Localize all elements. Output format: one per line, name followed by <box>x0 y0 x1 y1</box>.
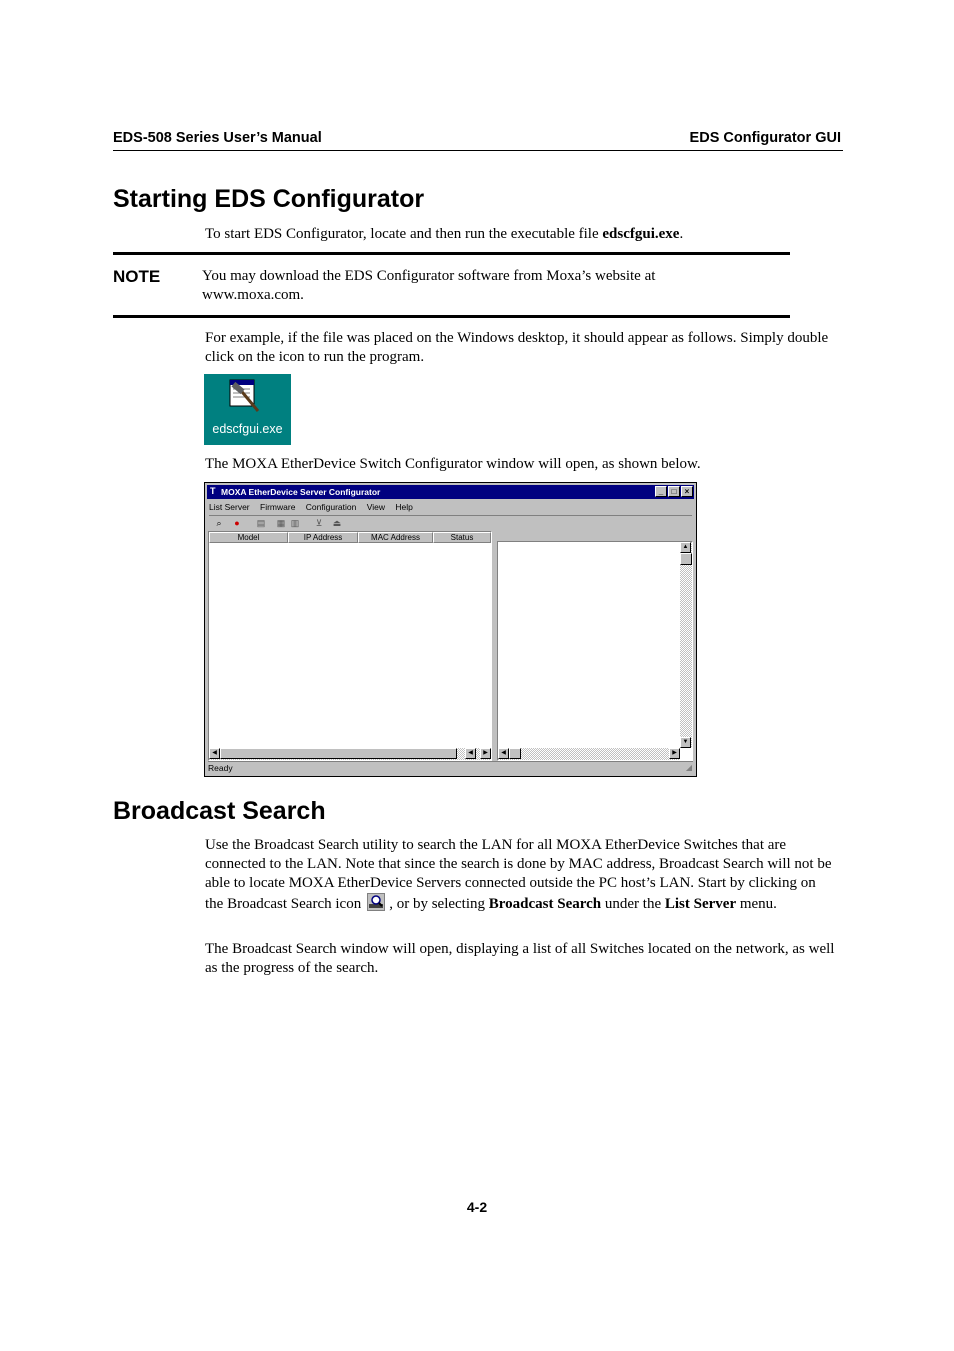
broadcast-search-tool-icon[interactable]: ⌕ <box>216 518 222 528</box>
column-model[interactable]: Model <box>209 532 288 543</box>
configure-tool-icon[interactable]: ▦ <box>276 518 286 528</box>
server-list-pane[interactable] <box>208 531 492 761</box>
intro-text: To start EDS Configurator, locate and then run the executable file <box>205 226 603 242</box>
add-server-tool-icon[interactable]: ▤ <box>256 518 266 528</box>
section-heading-broadcast: Broadcast Search <box>113 797 326 825</box>
detail-scroll-right-arrow-icon[interactable]: ▶ <box>669 748 680 759</box>
window-title: MOXA EtherDevice Server Configurator <box>221 487 381 497</box>
broadcast-text-b: , or by selecting <box>389 896 489 912</box>
scroll-left-arrow-icon[interactable]: ◀ <box>209 748 220 759</box>
scroll-up-arrow-icon[interactable]: ▲ <box>680 542 691 553</box>
menu-list-server[interactable]: List Server <box>209 502 250 512</box>
menu-firmware[interactable]: Firmware <box>260 502 296 512</box>
note-bottom-rule <box>113 315 790 318</box>
menu-configuration[interactable]: Configuration <box>305 502 357 512</box>
page-number: 4-2 <box>466 1199 488 1215</box>
scroll-down-arrow-icon[interactable]: ▼ <box>680 737 691 748</box>
configurator-window <box>204 482 697 777</box>
note-line-1: You may download the EDS Configurator software from Moxa’s website at <box>202 268 656 284</box>
column-status[interactable]: Status <box>433 532 491 543</box>
vscroll-thumb[interactable] <box>680 553 692 565</box>
app-icon: T <box>210 486 216 496</box>
icon-caption: edscfgui.exe <box>212 422 283 436</box>
configurator-app-icon <box>228 379 262 413</box>
minimize-button[interactable]: _ <box>655 486 667 497</box>
filename-bold: edscfgui.exe <box>602 226 680 242</box>
note-label: NOTE <box>113 267 161 286</box>
maximize-button[interactable]: □ <box>668 486 680 497</box>
desktop-icon-edscfgui[interactable] <box>204 374 291 445</box>
stop-tool-icon[interactable]: ● <box>234 518 240 528</box>
manual-title: EDS-508 Series User’s Manual <box>113 130 322 146</box>
broadcast-search-icon <box>367 893 385 911</box>
column-ip-address[interactable]: IP Address <box>288 532 358 543</box>
broadcast-paragraph-2: The Broadcast Search window will open, displaying a list of all Switches located on the network, as well as the progress of the search. <box>205 941 835 976</box>
detail-hscrollbar[interactable] <box>498 748 680 760</box>
detail-pane[interactable] <box>497 541 693 761</box>
running-header <box>113 130 843 151</box>
note-top-rule <box>113 252 790 255</box>
chapter-title: EDS Configurator GUI <box>689 130 841 146</box>
detail-hscroll-thumb[interactable] <box>509 748 521 759</box>
scroll-left-arrow-icon-2[interactable]: ◀ <box>465 748 476 759</box>
download-tool-icon[interactable]: ⊻ <box>315 518 323 528</box>
export-tool-icon[interactable]: ▥ <box>290 518 300 528</box>
menu-bar <box>209 501 421 513</box>
intro-paragraph <box>205 225 835 244</box>
menu-view[interactable]: View <box>366 502 386 512</box>
intro-end: . <box>679 226 684 242</box>
column-mac-address[interactable]: MAC Address <box>358 532 433 543</box>
broadcast-text-c: under the <box>601 896 665 912</box>
scroll-thumb[interactable] <box>220 748 457 759</box>
status-bar <box>208 761 693 774</box>
note-text <box>202 267 762 305</box>
broadcast-paragraph-1 <box>205 836 835 914</box>
window-intro-paragraph: The MOXA EtherDevice Switch Configurator window will open, as shown below. <box>205 456 701 472</box>
upload-tool-icon[interactable]: ⏏ <box>332 518 342 528</box>
broadcast-search-bold: Broadcast Search <box>488 896 602 912</box>
note-line-2: www.moxa.com. <box>202 287 304 303</box>
broadcast-text-d: menu. <box>736 896 777 912</box>
list-server-bold: List Server <box>664 896 737 912</box>
section-heading-starting: Starting EDS Configurator <box>113 185 425 213</box>
window-titlebar <box>207 485 694 499</box>
server-list-hscrollbar[interactable] <box>209 748 491 760</box>
detail-scroll-left-arrow-icon[interactable]: ◀ <box>498 748 509 759</box>
detail-vscrollbar[interactable] <box>680 542 692 748</box>
menu-help[interactable]: Help <box>395 502 413 512</box>
status-text: Ready <box>208 763 233 773</box>
resize-grip-icon[interactable]: ◢ <box>685 763 692 772</box>
close-button[interactable]: × <box>681 486 693 497</box>
toolbar <box>209 515 692 530</box>
broadcast-text-a: Use the Broadcast Search utility to search the LAN for all MOXA EtherDevice Switches that are connected to the LAN. Note that since the search is done by MAC address, Broadcast Search will not be able to locate MOXA EtherDevice Servers connected outside the PC host’s LAN. Start by clicking on the Broadcast Search icon <box>205 837 832 912</box>
scroll-right-arrow-icon[interactable]: ▶ <box>480 748 491 759</box>
example-paragraph: For example, if the file was placed on the Windows desktop, it should appear as follows. Simply double click on the icon to run the program. <box>205 330 829 365</box>
